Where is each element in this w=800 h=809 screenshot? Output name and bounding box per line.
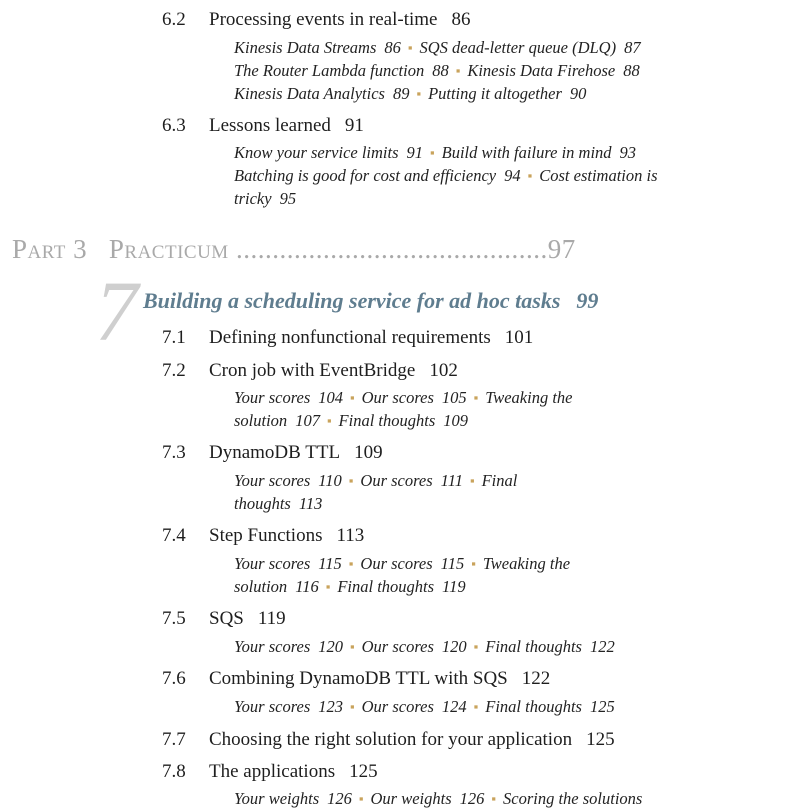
subsection-title[interactable]: tricky <box>234 189 272 208</box>
bullet-separator: ▪ <box>469 473 475 488</box>
subsection-title[interactable]: Our scores <box>360 471 433 490</box>
subsection-title[interactable]: Kinesis Data Analytics <box>234 84 385 103</box>
subsection-title[interactable]: Your scores <box>234 637 311 656</box>
section-title-text: Processing events in real-time <box>209 9 438 30</box>
section-number: 7.1 <box>162 327 186 348</box>
bullet-separator: ▪ <box>348 556 354 571</box>
subsection-title[interactable]: Kinesis Data Firehose <box>467 61 616 80</box>
subsection-title[interactable]: Tweaking the <box>485 388 573 407</box>
subsection-title[interactable]: Our scores <box>361 637 434 656</box>
section-page: 122 <box>521 668 551 689</box>
section-title-text: Defining nonfunctional requirements <box>209 327 491 348</box>
subsection-line <box>234 577 466 597</box>
bullet-separator: ▪ <box>350 390 355 405</box>
subsection-line <box>234 494 322 514</box>
section-title[interactable] <box>209 360 458 382</box>
subsection-title[interactable]: solution <box>234 411 288 430</box>
section-title[interactable] <box>209 442 383 464</box>
subsection-title[interactable]: Know your service limits <box>234 143 399 162</box>
subsection-line <box>234 189 296 209</box>
subsection-page: 116 <box>295 577 319 596</box>
section-title[interactable] <box>209 9 470 31</box>
subsection-title[interactable]: Cost estimation is <box>539 166 658 185</box>
section-title-text: DynamoDB TTL <box>209 442 341 463</box>
subsection-line <box>234 166 658 186</box>
subsection-title[interactable]: Putting it altogether <box>428 84 562 103</box>
subsection-title[interactable]: Scoring the solutions <box>503 789 643 808</box>
subsection-page: 107 <box>295 411 320 430</box>
subsection-line <box>234 84 586 104</box>
section-title-text: SQS <box>209 608 244 629</box>
subsection-line <box>234 697 615 717</box>
subsection-title[interactable]: SQS dead-letter queue (DLQ) <box>419 38 617 57</box>
bullet-separator: ▪ <box>471 556 476 571</box>
bullet-separator: ▪ <box>358 791 364 806</box>
subsection-line <box>234 411 468 431</box>
subsection-page: 104 <box>318 388 344 407</box>
subsection-line <box>234 554 570 574</box>
section-title[interactable] <box>209 115 364 137</box>
subsection-page: 122 <box>589 637 615 656</box>
bullet-separator: ▪ <box>527 168 533 183</box>
bullet-separator: ▪ <box>473 639 479 654</box>
bullet-separator: ▪ <box>326 413 332 428</box>
bullet-separator: ▪ <box>350 639 355 654</box>
bullet-separator: ▪ <box>350 699 355 714</box>
subsection-line <box>234 471 517 491</box>
subsection-title[interactable]: Our scores <box>360 554 433 573</box>
section-number: 7.4 <box>162 525 186 546</box>
section-page: 113 <box>336 525 365 546</box>
subsection-title[interactable]: Our weights <box>370 789 452 808</box>
subsection-page: 88 <box>623 61 640 80</box>
subsection-title[interactable]: Kinesis Data Streams <box>234 38 377 57</box>
subsection-title[interactable]: solution <box>234 577 288 596</box>
section-title[interactable] <box>209 327 533 349</box>
section-page: 125 <box>586 729 615 750</box>
chapter-title[interactable] <box>143 288 598 314</box>
part-page: 97 <box>547 234 576 264</box>
section-page: 102 <box>429 360 458 381</box>
subsection-page: 125 <box>589 697 615 716</box>
subsection-title[interactable]: Your scores <box>234 554 311 573</box>
subsection-title[interactable]: Build with failure in mind <box>441 143 612 162</box>
section-title[interactable] <box>209 729 615 751</box>
bullet-separator: ▪ <box>407 40 413 55</box>
section-page: 109 <box>354 442 383 463</box>
section-page: 119 <box>257 608 286 629</box>
section-title[interactable] <box>209 668 550 690</box>
part-title: Practicum <box>108 234 229 264</box>
subsection-title[interactable]: Your scores <box>234 388 311 407</box>
section-title-text: The applications <box>209 761 336 782</box>
bullet-separator: ▪ <box>473 390 479 405</box>
section-title-text: Choosing the right solution for your application <box>209 729 573 750</box>
subsection-page: 109 <box>443 411 469 430</box>
part-leader-dots: ........................................... <box>235 234 548 264</box>
subsection-page: 126 <box>459 789 485 808</box>
subsection-line <box>234 143 636 163</box>
subsection-page: 86 <box>384 38 401 57</box>
bullet-separator: ▪ <box>416 86 422 101</box>
subsection-page: 115 <box>440 554 465 573</box>
chapter-numeral: 7 <box>95 263 138 359</box>
subsection-page: 94 <box>504 166 521 185</box>
chapter-title-text: Building a scheduling service for ad hoc tasks <box>143 288 561 313</box>
subsection-line <box>234 789 642 809</box>
subsection-page: 89 <box>392 84 410 103</box>
section-number: 7.5 <box>162 608 186 629</box>
section-number: 7.8 <box>162 761 186 782</box>
section-title-text: Step Functions <box>209 525 323 546</box>
subsection-title[interactable]: Final thoughts <box>337 577 435 596</box>
subsection-title[interactable]: Final <box>481 471 518 490</box>
subsection-page: 95 <box>279 189 297 208</box>
section-number: 7.6 <box>162 668 186 689</box>
subsection-title[interactable]: Tweaking the <box>482 554 571 573</box>
subsection-line <box>234 388 572 408</box>
subsection-page: 119 <box>442 577 466 596</box>
section-title[interactable] <box>209 608 286 630</box>
subsection-line <box>234 637 615 657</box>
section-title-text: Combining DynamoDB TTL with SQS <box>209 668 508 689</box>
bullet-separator: ▪ <box>325 579 331 594</box>
subsection-page: 91 <box>406 143 424 162</box>
section-title[interactable] <box>209 525 364 547</box>
subsection-page: 115 <box>318 554 342 573</box>
chapter-page: 99 <box>576 288 599 313</box>
bullet-separator: ▪ <box>348 473 354 488</box>
subsection-page: 111 <box>440 471 463 490</box>
section-number: 7.3 <box>162 442 186 463</box>
subsection-title[interactable]: Final thoughts <box>485 697 582 716</box>
section-number: 7.2 <box>162 360 186 381</box>
subsection-page: 105 <box>441 388 467 407</box>
subsection-title[interactable]: Our scores <box>361 697 434 716</box>
section-page: 86 <box>451 9 471 30</box>
subsection-page: 123 <box>318 697 344 716</box>
section-title-text: Lessons learned <box>209 115 331 136</box>
section-title[interactable] <box>209 761 378 783</box>
subsection-title[interactable]: Your scores <box>234 471 311 490</box>
section-number: 7.7 <box>162 729 186 750</box>
subsection-title[interactable]: Batching is good for cost and efficiency <box>234 166 497 185</box>
subsection-title[interactable]: Our scores <box>361 388 434 407</box>
subsection-title[interactable]: Your weights <box>234 789 320 808</box>
subsection-page: 113 <box>298 494 323 513</box>
subsection-page: 110 <box>318 471 342 490</box>
section-number: 6.2 <box>162 9 186 30</box>
subsection-page: 90 <box>569 84 587 103</box>
bullet-separator: ▪ <box>430 145 435 160</box>
subsection-page: 126 <box>327 789 352 808</box>
subsection-page: 120 <box>441 637 467 656</box>
section-page: 125 <box>349 761 378 782</box>
subsection-title[interactable]: Your scores <box>234 697 311 716</box>
subsection-page: 88 <box>432 61 449 80</box>
subsection-title[interactable]: thoughts <box>234 494 291 513</box>
subsection-page: 93 <box>619 143 637 162</box>
subsection-title[interactable]: The Router Lambda function <box>234 61 425 80</box>
part-heading <box>12 234 576 265</box>
section-title-text: Cron job with EventBridge <box>209 360 416 381</box>
section-page: 101 <box>504 327 534 348</box>
subsection-page: 124 <box>441 697 467 716</box>
subsection-title[interactable]: Final thoughts <box>338 411 436 430</box>
section-number: 6.3 <box>162 115 186 136</box>
bullet-separator: ▪ <box>491 791 496 806</box>
section-page: 91 <box>344 115 364 136</box>
part-label: Part 3 <box>12 234 88 264</box>
bullet-separator: ▪ <box>455 63 461 78</box>
subsection-page: 87 <box>624 38 641 57</box>
subsection-line <box>234 61 640 81</box>
subsection-page: 120 <box>318 637 344 656</box>
subsection-line <box>234 38 641 58</box>
bullet-separator: ▪ <box>473 699 479 714</box>
subsection-title[interactable]: Final thoughts <box>485 637 582 656</box>
